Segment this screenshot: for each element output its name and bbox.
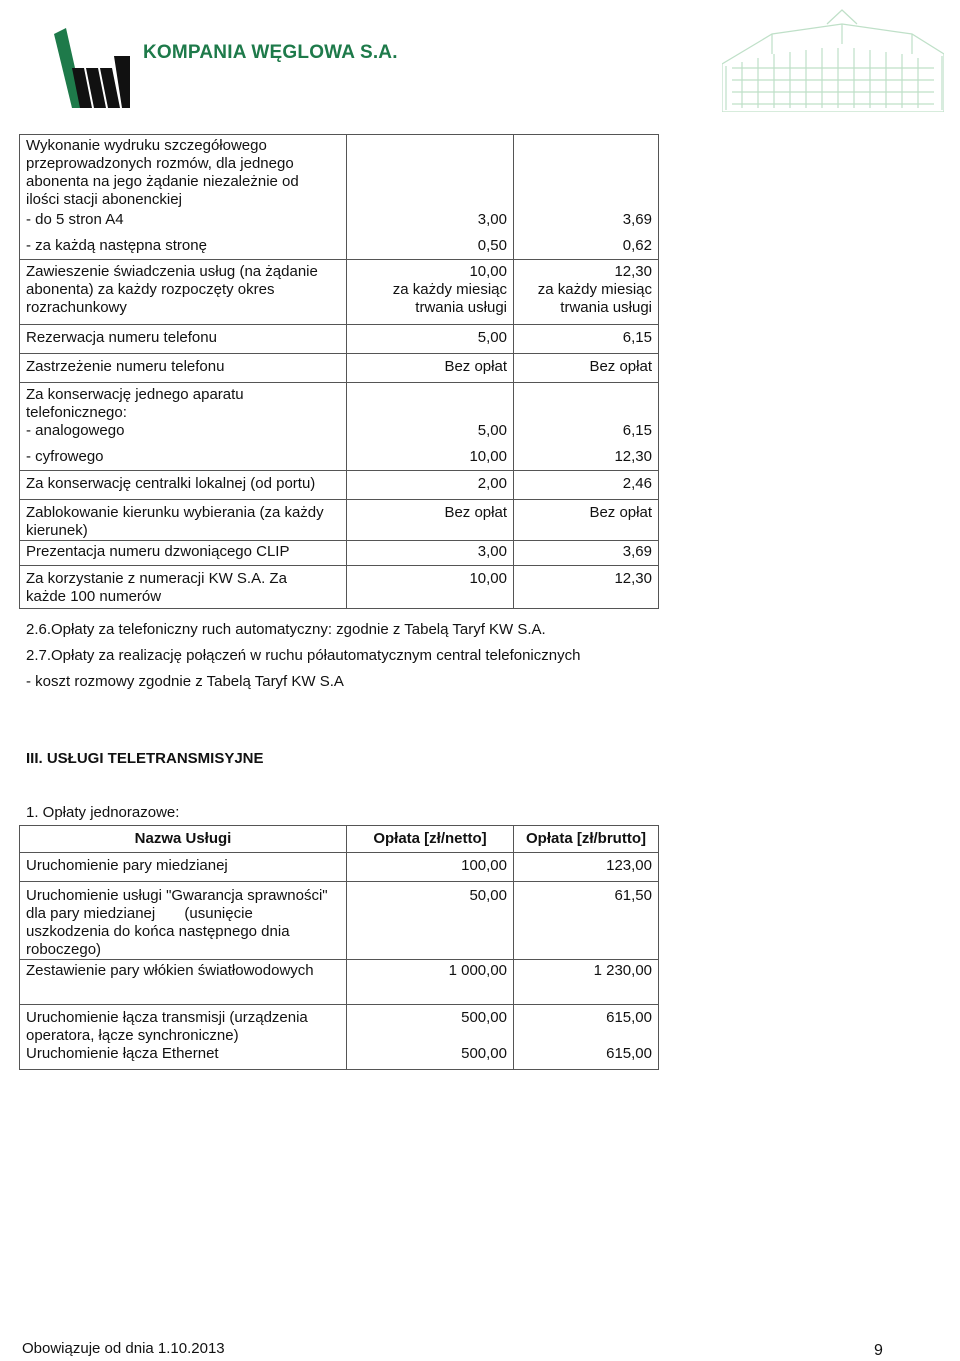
table-cell-netto: Bez opłat — [347, 500, 514, 541]
table-cell-brutto: 615,00 615,00 — [514, 1005, 659, 1070]
paragraph-2-7: 2.7.Opłaty za realizację połączeń w ruchu półautomatycznym central telefonicznych — [26, 647, 581, 664]
table-row — [20, 541, 659, 566]
paragraph-2-7-cost: - koszt rozmowy zgodnie z Tabelą Taryf KW S.A — [26, 673, 344, 690]
table-cell-brutto: 12,30 za każdy miesiąc trwania usługi — [514, 260, 659, 325]
table-cell-brutto: 123,00 — [514, 853, 659, 882]
building-illustration-icon — [722, 4, 944, 112]
paragraph-2-6: 2.6.Opłaty za telefoniczny ruch automatyczny: zgodnie z Tabelą Taryf KW S.A. — [26, 621, 546, 638]
table-row — [20, 383, 659, 471]
table-cell-label: Za konserwację jednego aparatu telefonicznego: - analogowego - cyfrowego — [20, 383, 347, 471]
table-cell-netto: 100,00 — [347, 853, 514, 882]
section-heading: III. USŁUGI TELETRANSMISYJNE — [26, 750, 264, 767]
table-cell-label: Prezentacja numeru dzwoniącego CLIP — [20, 541, 347, 566]
table-cell-label: Za korzystanie z numeracji KW S.A. Za każde 100 numerów — [20, 566, 347, 609]
subsection-heading: 1. Opłaty jednorazowe: — [26, 804, 180, 821]
table-header-row — [20, 826, 659, 853]
table-cell-brutto: 2,46 — [514, 471, 659, 500]
validity-date: Obowiązuje od dnia 1.10.2013 — [22, 1340, 225, 1357]
table-cell-label: Zablokowanie kierunku wybierania (za każdy kierunek) — [20, 500, 347, 541]
column-header-service: Nazwa Usługi — [20, 826, 347, 853]
table-cell-brutto: Bez opłat — [514, 354, 659, 383]
table-cell-brutto: 61,50 — [514, 882, 659, 960]
table-row — [20, 135, 659, 260]
table-cell-netto: 10,00 — [347, 566, 514, 609]
table-row — [20, 853, 659, 882]
table-cell-netto: 500,00 500,00 — [347, 1005, 514, 1070]
table-cell-label: Zastrzeżenie numeru telefonu — [20, 354, 347, 383]
table-cell-netto: 1 000,00 — [347, 960, 514, 1005]
column-header-netto: Opłata [zł/netto] — [347, 826, 514, 853]
table-cell-label: Uruchomienie usługi "Gwarancja sprawności" dla pary miedzianej (usunięcie uszkodzenia do końca następnego dnia roboczego) — [20, 882, 347, 960]
table-cell-brutto: 6,15 12,30 — [514, 383, 659, 471]
table-cell-brutto: 12,30 — [514, 566, 659, 609]
kw-logo-icon — [52, 28, 130, 108]
table-row — [20, 325, 659, 354]
table-cell-label: Za konserwację centralki lokalnej (od portu) — [20, 471, 347, 500]
table-cell-netto: 3,00 0,50 — [347, 135, 514, 260]
table-cell-label: Zawieszenie świadczenia usług (na żądanie abonenta) za każdy rozpoczęty okres rozrachunkowy — [20, 260, 347, 325]
table-cell-netto: 2,00 — [347, 471, 514, 500]
table-row — [20, 1005, 659, 1070]
table-row — [20, 960, 659, 1005]
table-cell-netto: 10,00 za każdy miesiąc trwania usługi — [347, 260, 514, 325]
table-cell-netto: 3,00 — [347, 541, 514, 566]
fees-table — [19, 134, 659, 609]
table-cell-brutto: 3,69 — [514, 541, 659, 566]
table-cell-label: Uruchomienie pary miedzianej — [20, 853, 347, 882]
table-cell-label: Zestawienie pary włókien światłowodowych — [20, 960, 347, 1005]
table-cell-netto: 50,00 — [347, 882, 514, 960]
table-cell-label: Wykonanie wydruku szczegółowego przeprowadzonych rozmów, dla jednego abonenta na jego żądanie niezależnie od ilości stacji abonenckiej - do 5 stron A4 - za każdą następna stronę — [20, 135, 347, 260]
table-cell-brutto: 3,69 0,62 — [514, 135, 659, 260]
table-row — [20, 500, 659, 541]
company-name: KOMPANIA WĘGLOWA S.A. — [143, 42, 398, 63]
table-cell-brutto: 1 230,00 — [514, 960, 659, 1005]
table-row — [20, 566, 659, 609]
table-cell-brutto: 6,15 — [514, 325, 659, 354]
page-number: 9 — [874, 1342, 883, 1359]
table-cell-brutto: Bez opłat — [514, 500, 659, 541]
table-row — [20, 471, 659, 500]
table-cell-netto: 5,00 — [347, 325, 514, 354]
table-cell-label: Uruchomienie łącza transmisji (urządzenia operatora, łącze synchroniczne) Uruchomienie łącza Ethernet — [20, 1005, 347, 1070]
table-cell-netto: Bez opłat — [347, 354, 514, 383]
table-cell-label: Rezerwacja numeru telefonu — [20, 325, 347, 354]
column-header-brutto: Opłata [zł/brutto] — [514, 826, 659, 853]
table-row — [20, 354, 659, 383]
table-cell-netto: 5,00 10,00 — [347, 383, 514, 471]
table-row — [20, 882, 659, 960]
one-time-fees-table — [19, 825, 659, 1070]
table-row — [20, 260, 659, 325]
